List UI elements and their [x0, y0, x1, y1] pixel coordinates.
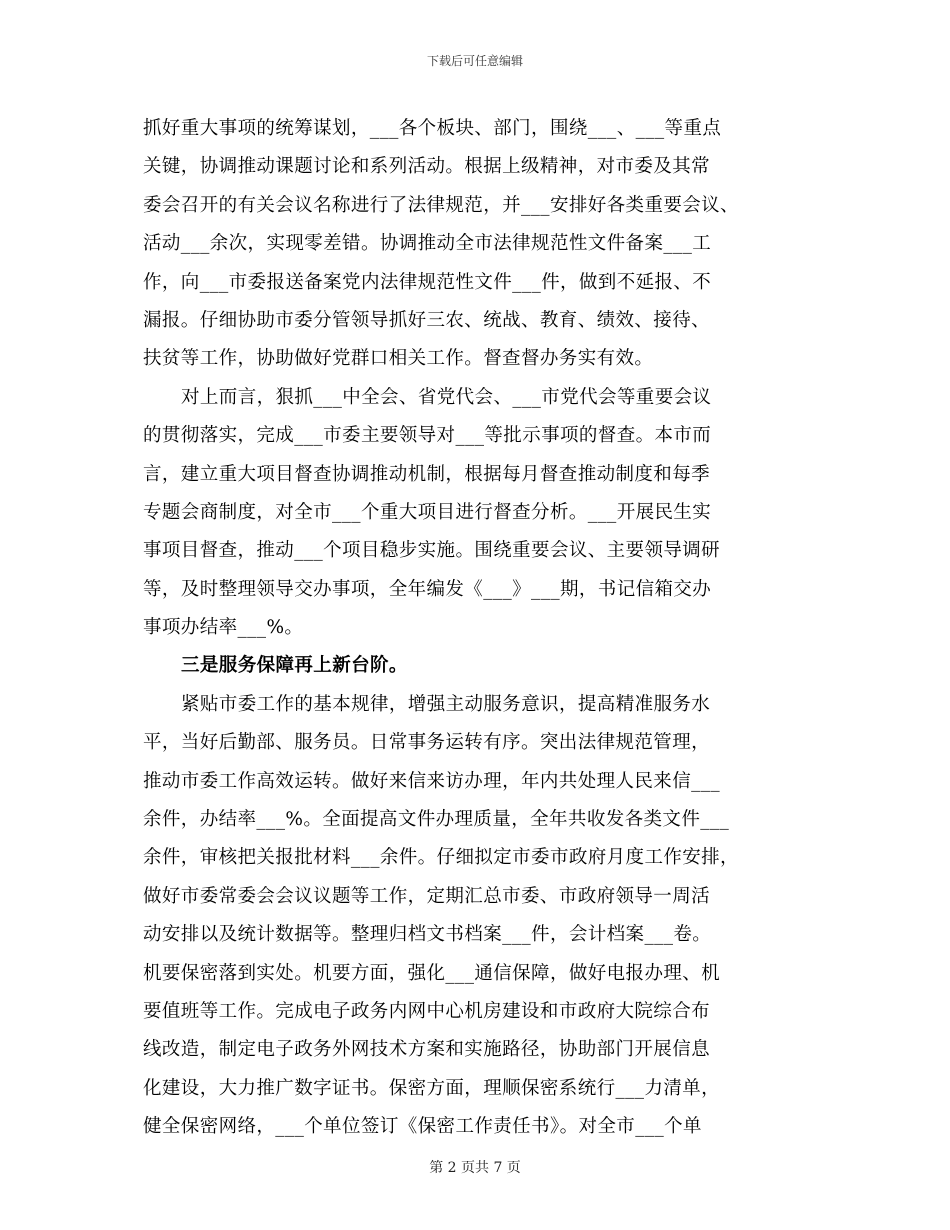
text-line: 漏报。仔细协助市委分管领导抓好三农、统战、教育、绩效、接待、 [143, 309, 711, 331]
text-line: 委会召开的有关会议名称进行了法律规范，并___安排好各类重要会议、 [143, 194, 739, 216]
text-line: 机要保密落到实处。机要方面，强化___通信保障，做好电报办理、机 [143, 962, 721, 984]
text-line: 推动市委工作高效运转。做好来信来访办理，年内共处理人民来信___ [143, 770, 721, 792]
text-line: 言，建立重大项目督查协调推动机制，根据每月督查推动制度和每季 [143, 463, 711, 485]
page-footer: 第 2 页共 7 页 [429, 1160, 521, 1176]
text-line: 对上而言，狠抓___中全会、省党代会、___市党代会等重要会议 [181, 386, 712, 408]
text-line: 事项目督查，推动___个项目稳步实施。围绕重要会议、主要领导调研 [143, 540, 721, 562]
text-line: 要值班等工作。完成电子政务内网中心机房建设和市政府大院综合布 [143, 1000, 711, 1022]
text-line: 线改造，制定电子政务外网技术方案和实施路径，协助部门开展信息 [143, 1039, 711, 1061]
text-line: 的贯彻落实，完成___市委主要领导对___等批示事项的督查。本市而 [143, 425, 712, 447]
section-heading: 三是服务保障再上新台阶。 [181, 655, 408, 677]
text-line: 扶贫等工作，协助做好党群口相关工作。督查督办务实有效。 [143, 348, 654, 370]
text-line: 活动___余次，实现零差错。协调推动全市法律规范性文件备案___工 [143, 233, 712, 255]
text-line: 专题会商制度，对全市___个重大项目进行督查分析。___开展民生实 [143, 501, 712, 523]
text-line: 余件，审核把关报批材料___余件。仔细拟定市委市政府月度工作安排， [143, 847, 739, 869]
text-line: 化建设，大力推广数字证书。保密方面，理顺保密系统行___力清单， [143, 1077, 721, 1099]
text-line: 余件，办结率___%。全面提高文件办理质量，全年共收发各类文件___ [143, 809, 730, 831]
document-body [143, 110, 818, 1147]
text-line: 关键，协调推动课题讨论和系列活动。根据上级精神，对市委及其常 [143, 156, 711, 178]
text-line: 作，向___市委报送备案党内法律规范性文件___件，做到不延报、不 [143, 271, 712, 293]
text-line: 平，当好后勤部、服务员。日常事务运转有序。突出法律规范管理， [143, 732, 711, 754]
text-line: 等，及时整理领导交办事项，全年编发《___》___期，书记信箱交办 [143, 578, 712, 600]
text-line: 抓好重大事项的统筹谋划，___各个板块、部门，围绕___、___等重点 [143, 118, 722, 139]
text-line: 动安排以及统计数据等。整理归档文书档案___件，会计档案___卷。 [143, 924, 712, 946]
page-header: 下载后可任意编辑 [426, 54, 523, 68]
text-line: 事项办结率___%。 [143, 617, 304, 639]
text-line: 做好市委常委会会议议题等工作，定期汇总市委、市政府领导一周活 [143, 885, 711, 907]
text-line: 健全保密网络，___个单位签订《保密工作责任书》。对全市___个单 [143, 1116, 702, 1138]
text-line: 紧贴市委工作的基本规律，增强主动服务意识，提高精准服务水 [181, 693, 711, 715]
